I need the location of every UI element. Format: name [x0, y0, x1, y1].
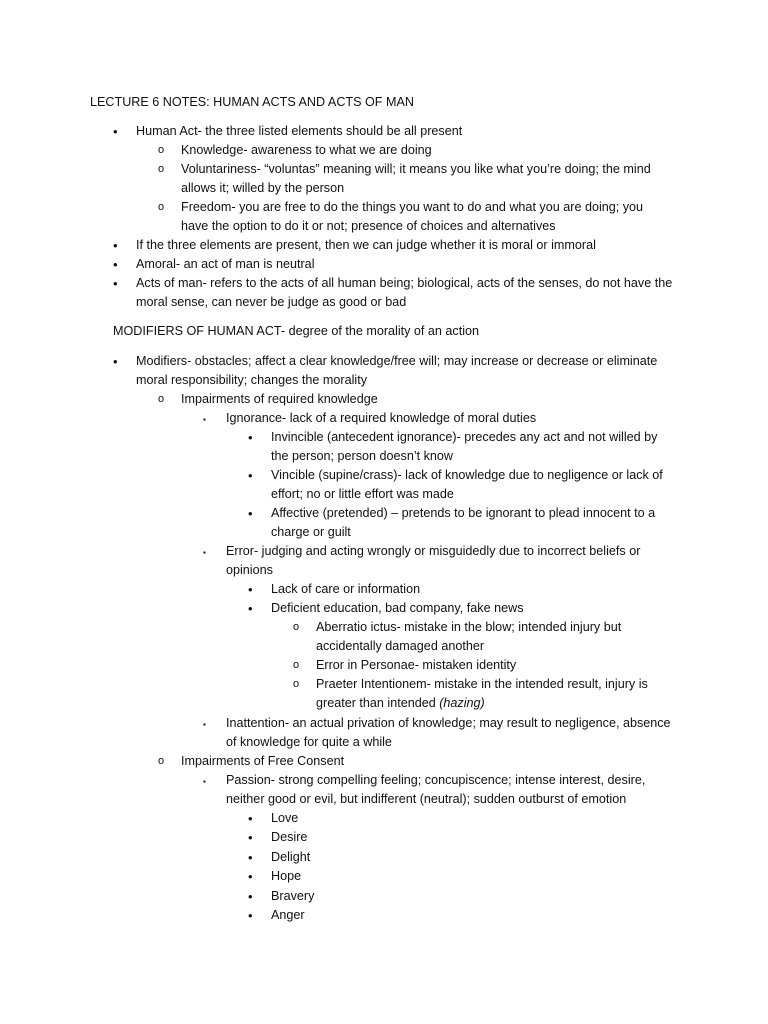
list-item — [248, 428, 698, 466]
bullet-icon: • — [113, 124, 118, 139]
impairments-knowledge — [158, 390, 718, 409]
bullet-icon: • — [248, 601, 253, 616]
bullet-icon: • — [248, 468, 253, 483]
bullet-icon: • — [113, 276, 118, 291]
bullet-icon: • — [248, 830, 253, 846]
list-item — [248, 828, 548, 847]
circle-bullet-icon: o — [158, 144, 165, 156]
list-item-text: Desire — [271, 830, 308, 845]
list-item — [293, 656, 693, 675]
error-item — [203, 542, 703, 580]
circle-bullet-icon: o — [293, 621, 300, 633]
square-bullet-icon: ▪ — [203, 415, 206, 424]
bullet-icon: • — [113, 257, 118, 272]
list-item — [248, 466, 698, 504]
list-item — [203, 714, 723, 752]
list-item-text: Modifiers- obstacles; affect a clear knowledge/free will; may increase or decrease or eliminate — [136, 354, 658, 368]
list-item-text-cont: neither good or evil, but indifferent (neutral); sudden outburst of emotion — [226, 792, 627, 806]
page-title: LECTURE 6 NOTES: HUMAN ACTS AND ACTS OF MAN — [90, 95, 414, 109]
list-item — [113, 255, 733, 274]
list-item-text-cont: allows it; willed by the person — [181, 181, 345, 195]
circle-bullet-icon: o — [158, 393, 165, 405]
circle-bullet-icon: o — [293, 678, 300, 690]
list-item — [248, 809, 548, 828]
list-item — [248, 867, 548, 886]
list-item — [158, 390, 718, 409]
list-item-text: Human Act- the three listed elements should be all present — [136, 124, 463, 138]
list-item — [203, 409, 703, 428]
square-bullet-icon: ▪ — [203, 777, 206, 786]
bullet-icon: • — [248, 849, 253, 865]
bullet-icon: • — [248, 430, 253, 445]
list-item — [113, 236, 733, 255]
list-item-text-cont — [293, 694, 693, 713]
list-item — [248, 848, 548, 867]
list-item-text: Acts of man- refers to the acts of all human being; biological, acts of the senses, do not have the — [136, 276, 673, 290]
emotions-list — [248, 809, 548, 925]
list-item-text: Impairments of required knowledge — [181, 392, 378, 406]
bullet-icon: • — [248, 907, 253, 923]
inattention-item — [203, 714, 723, 752]
list-item-text-cont: have the option to do it or not; presence of choices and alternatives — [181, 219, 556, 233]
list-item — [248, 599, 698, 618]
list-item-text-cont: moral responsibility; changes the morality — [136, 373, 367, 387]
list-item-text: Amoral- an act of man is neutral — [136, 257, 315, 271]
list-item — [158, 141, 698, 160]
list-item-text: Deficient education, bad company, fake news — [271, 601, 524, 615]
bullet-icon: • — [248, 869, 253, 885]
judgement-list — [113, 236, 733, 312]
list-item — [113, 352, 733, 390]
list-item-text: Passion- strong compelling feeling; concupiscence; intense interest, desire, — [226, 773, 646, 787]
square-bullet-icon: ▪ — [203, 548, 206, 557]
error-types — [293, 618, 693, 713]
list-item-text: If the three elements are present, then we can judge whether it is moral or immoral — [136, 238, 596, 252]
list-item-text: Aberratio ictus- mistake in the blow; intended injury but — [316, 620, 622, 634]
human-act-list — [113, 122, 713, 141]
list-item — [293, 618, 693, 656]
list-item — [158, 198, 698, 236]
list-item — [158, 160, 698, 198]
list-item-text: Knowledge- awareness to what we are doing — [181, 143, 432, 157]
list-item-text-cont: of knowledge for quite a while — [226, 735, 392, 749]
list-item — [248, 580, 698, 599]
list-item — [293, 675, 693, 713]
circle-bullet-icon: o — [293, 659, 300, 671]
ignorance-types — [248, 428, 698, 542]
list-item-text: Error- judging and acting wrongly or misguidedly due to incorrect beliefs or — [226, 544, 641, 558]
list-item-text: Inattention- an actual privation of knowledge; may result to negligence, absence — [226, 716, 671, 730]
list-item-text: Hope — [271, 869, 302, 884]
bullet-icon: • — [113, 354, 118, 369]
list-item — [158, 752, 718, 771]
praeter-cont: greater than intended — [316, 696, 440, 710]
list-item-text: Ignorance- lack of a required knowledge of moral duties — [226, 411, 537, 425]
list-item-text: Praeter Intentionem- mistake in the intended result, injury is — [316, 677, 648, 691]
list-item-text-cont: effort; no or little effort was made — [271, 487, 454, 501]
list-item-text: Love — [271, 811, 299, 825]
bullet-icon: • — [248, 506, 253, 521]
list-item — [203, 542, 703, 580]
list-item-text-cont: charge or guilt — [271, 525, 351, 539]
bullet-icon: • — [248, 582, 253, 597]
modifiers-list — [113, 352, 733, 390]
list-item-text: Invincible (antecedent ignorance)- precedes any act and not willed by — [271, 430, 658, 444]
list-item — [113, 274, 733, 312]
list-item — [248, 504, 698, 542]
list-item — [248, 887, 548, 906]
section-heading: MODIFIERS OF HUMAN ACT- degree of the morality of an action — [113, 324, 480, 338]
list-item-text-cont: opinions — [226, 563, 273, 577]
circle-bullet-icon: o — [158, 201, 165, 213]
list-item-text: Freedom- you are free to do the things you want to do and what you are doing; you — [181, 200, 644, 214]
list-item-text-cont: moral sense, can never be judge as good or bad — [136, 295, 407, 309]
bullet-icon: • — [248, 811, 253, 826]
list-item-text: Error in Personae- mistaken identity — [316, 658, 517, 672]
list-item-text: Delight — [271, 849, 311, 864]
praeter-italic: (hazing) — [439, 696, 485, 710]
list-item-text: Anger — [271, 907, 305, 922]
list-item-text: Bravery — [271, 888, 315, 903]
list-item-text: Impairments of Free Consent — [181, 754, 345, 768]
square-bullet-icon: ▪ — [203, 720, 206, 729]
list-item-text-cont: the person; person doesn’t know — [271, 449, 454, 463]
list-item-text: Vincible (supine/crass)- lack of knowledge due to negligence or lack of — [271, 468, 663, 482]
list-item-text: Voluntariness- “voluntas” meaning will; it means you like what you’re doing; the mind — [181, 162, 651, 176]
ignorance-item — [203, 409, 703, 428]
circle-bullet-icon: o — [158, 163, 165, 175]
impairments-consent — [158, 752, 718, 771]
list-item — [113, 122, 713, 141]
bullet-icon: • — [113, 238, 118, 253]
circle-bullet-icon: o — [158, 755, 165, 767]
list-item — [203, 771, 723, 809]
error-causes — [248, 580, 698, 618]
bullet-icon: • — [248, 888, 253, 904]
passion-item — [203, 771, 723, 809]
list-item-text: Affective (pretended) – pretends to be ignorant to plead innocent to a — [271, 506, 656, 520]
list-item — [248, 906, 548, 925]
list-item-text: Lack of care or information — [271, 582, 421, 596]
list-item-text-cont: accidentally damaged another — [316, 639, 485, 653]
human-act-elements — [158, 141, 698, 236]
